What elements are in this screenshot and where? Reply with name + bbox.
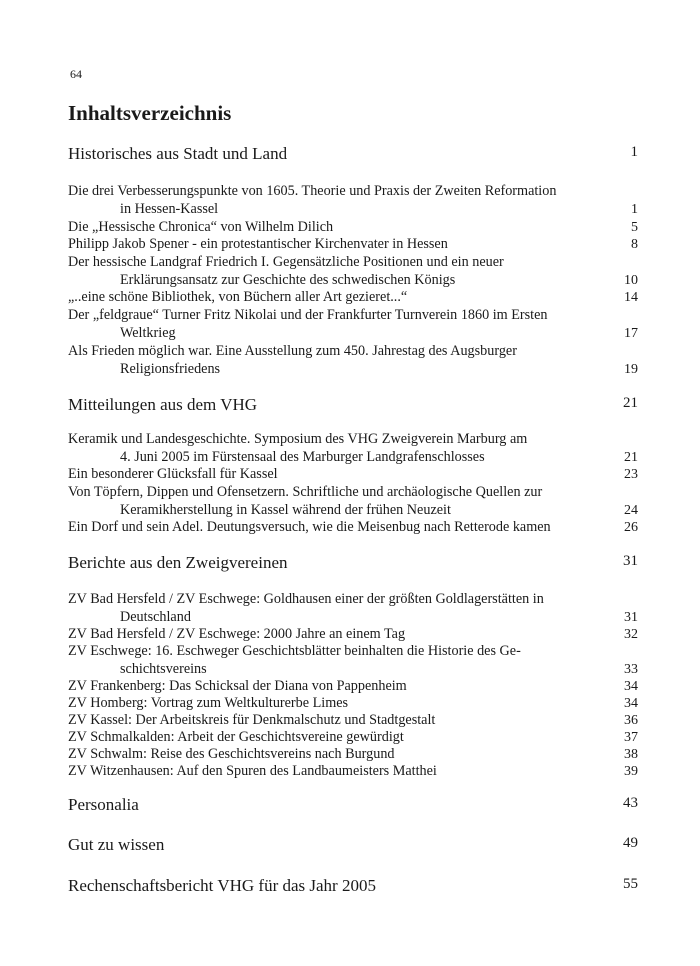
section-page: 31 [623, 553, 638, 569]
entry-title: Die „Hessische Chronica“ von Wilhelm Dilich [68, 219, 334, 235]
entry-page: 37 [624, 730, 638, 745]
entry-title: Keramik und Landesgeschichte. Symposium des VHG Zweigverein Marburg am [68, 431, 528, 447]
entry-title-cont: Weltkrieg [120, 324, 176, 341]
entry-page: 23 [624, 467, 638, 482]
toc-section-heading[interactable] [68, 553, 638, 573]
section-title: Mitteilungen aus dem VHG [68, 395, 258, 414]
entry-page: 8 [631, 237, 638, 252]
entry-title: Ein Dorf und sein Adel. Deutungsversuch, wie die Meisenbug nach Retterode kamen [68, 519, 551, 535]
entry-title: Der hessische Landgraf Friedrich I. Gegensätzliche Positionen und ein neuer [68, 254, 504, 270]
entry-page: 34 [624, 679, 638, 694]
section-title: Historisches aus Stadt und Land [68, 144, 288, 163]
entry-title: ZV Bad Hersfeld / ZV Eschwege: Goldhausen einer der größten Goldlagerstätten in [68, 591, 544, 607]
entry-title-cont: Keramikherstellung in Kassel während der frühen Neuzeit [120, 501, 451, 518]
section-page: 43 [623, 795, 638, 811]
entry-page: 5 [631, 220, 638, 235]
entry-page: 38 [624, 747, 638, 762]
toc-entry[interactable] [68, 643, 638, 678]
page-title: Inhaltsverzeichnis [68, 101, 232, 125]
toc-entry[interactable] [68, 307, 638, 342]
entry-page: 14 [624, 290, 638, 305]
toc-entry[interactable] [68, 678, 638, 696]
entry-title: ZV Bad Hersfeld / ZV Eschwege: 2000 Jahre an einem Tag [68, 626, 406, 642]
entry-page: 39 [624, 764, 638, 779]
entry-title-cont: Religionsfriedens [120, 360, 221, 377]
entry-title: ZV Homberg: Vortrag zum Weltkulturerbe Limes [68, 695, 349, 711]
entry-title: Als Frieden möglich war. Eine Ausstellung zum 450. Jahrestag des Augsburger [68, 343, 517, 359]
toc-entry[interactable] [68, 219, 638, 237]
entry-page: 36 [624, 713, 638, 728]
entry-page: 1 [631, 201, 638, 217]
toc-section-heading[interactable] [68, 395, 638, 415]
toc-section-heading[interactable] [68, 876, 638, 896]
toc-section-heading[interactable] [68, 795, 638, 815]
toc-entry[interactable] [68, 591, 638, 626]
entry-title: Philipp Jakob Spener - ein protestantischer Kirchenvater in Hessen [68, 236, 448, 252]
entry-title-cont: 4. Juni 2005 im Fürstensaal des Marburger Landgrafenschlosses [120, 448, 485, 465]
entry-title-cont: in Hessen-Kassel [120, 200, 219, 217]
toc-entry[interactable] [68, 712, 638, 730]
entry-page: 19 [624, 361, 638, 377]
entry-page: 31 [624, 609, 638, 625]
entry-title: „..eine schöne Bibliothek, von Büchern aller Art gezieret...“ [68, 289, 408, 305]
toc-entry[interactable] [68, 626, 638, 644]
entry-page: 10 [624, 272, 638, 288]
section-page: 55 [623, 876, 638, 892]
page-number: 64 [70, 67, 82, 81]
toc-entry[interactable] [68, 431, 638, 466]
entry-title-cont: schichtsvereins [120, 660, 207, 677]
toc-entry[interactable] [68, 519, 638, 537]
section-title: Berichte aus den Zweigvereinen [68, 553, 288, 572]
toc-section-heading[interactable] [68, 144, 638, 164]
entry-page: 17 [624, 325, 638, 341]
toc-entry[interactable] [68, 466, 638, 484]
entry-title: ZV Schwalm: Reise des Geschichtsvereins nach Burgund [68, 746, 395, 762]
entry-title: ZV Frankenberg: Das Schicksal der Diana von Pappenheim [68, 678, 407, 694]
entry-page: 33 [624, 661, 638, 677]
toc-entry[interactable] [68, 183, 638, 218]
entry-title-cont: Deutschland [120, 608, 191, 625]
section-page: 1 [630, 144, 638, 160]
entry-title: ZV Kassel: Der Arbeitskreis für Denkmalschutz und Stadtgestalt [68, 712, 436, 728]
entry-title: Ein besonderer Glücksfall für Kassel [68, 466, 278, 482]
entry-title-cont: Erklärungsansatz zur Geschichte des schwedischen Königs [120, 271, 456, 288]
section-title: Gut zu wissen [68, 835, 165, 854]
toc-entry[interactable] [68, 254, 638, 289]
entry-title: Die drei Verbesserungspunkte von 1605. Theorie und Praxis der Zweiten Reformation [68, 183, 557, 199]
section-page: 49 [623, 835, 638, 851]
entry-title: Von Töpfern, Dippen und Ofensetzern. Schriftliche und archäologische Quellen zur [68, 484, 543, 500]
toc-entry[interactable] [68, 343, 638, 378]
section-page: 21 [623, 395, 638, 411]
section-title: Rechenschaftsbericht VHG für das Jahr 2005 [68, 876, 376, 895]
toc-entry[interactable] [68, 236, 638, 254]
toc-entry[interactable] [68, 695, 638, 713]
toc-entry[interactable] [68, 763, 638, 781]
toc-section-heading[interactable] [68, 835, 638, 855]
entry-page: 21 [624, 449, 638, 465]
section-title: Personalia [68, 795, 139, 814]
entry-title: ZV Schmalkalden: Arbeit der Geschichtsvereine gewürdigt [68, 729, 404, 745]
entry-page: 26 [624, 520, 638, 535]
entry-title: ZV Eschwege: 16. Eschweger Geschichtsblätter beinhalten die Historie des Ge- [68, 643, 521, 659]
toc-entry[interactable] [68, 484, 638, 519]
toc-entry[interactable] [68, 729, 638, 747]
entry-title: Der „feldgraue“ Turner Fritz Nikolai und der Frankfurter Turnverein 1860 im Ersten [68, 307, 548, 323]
entry-page: 32 [624, 627, 638, 642]
entry-page: 24 [624, 502, 638, 518]
toc-entry[interactable] [68, 746, 638, 764]
entry-title: ZV Witzenhausen: Auf den Spuren des Landbaumeisters Matthei [68, 763, 437, 779]
toc-entry[interactable] [68, 289, 638, 307]
entry-page: 34 [624, 696, 638, 711]
